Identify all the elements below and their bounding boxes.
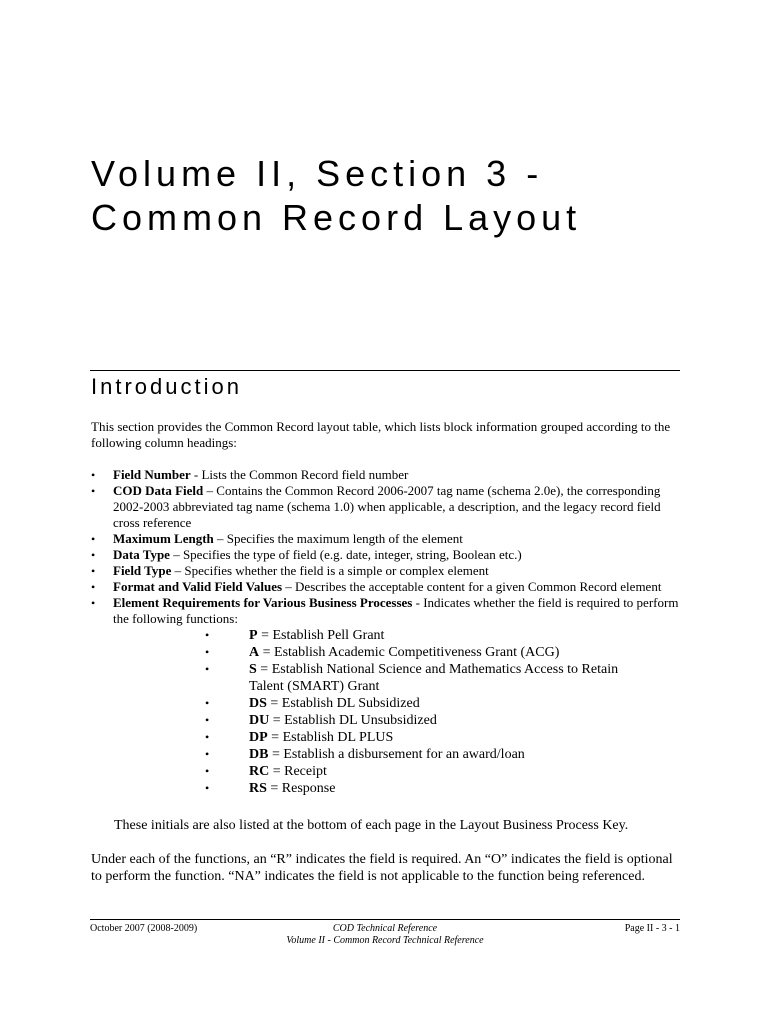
section-heading: Introduction bbox=[91, 374, 242, 399]
page-title-line-2: Common Record Layout bbox=[91, 197, 582, 238]
list-item-term: Maximum Length bbox=[113, 531, 214, 546]
function-code: DP bbox=[249, 730, 268, 745]
function-description: = Receipt bbox=[269, 764, 327, 779]
function-item bbox=[205, 780, 655, 797]
list-item-separator: – bbox=[171, 563, 185, 578]
function-description: = Establish a disbursement for an award/loan bbox=[268, 747, 525, 762]
list-item-separator: – bbox=[203, 483, 217, 498]
list-item bbox=[91, 531, 681, 547]
initials-note: These initials are also listed at the bottom of each page in the Layout Business Process Key. bbox=[114, 818, 629, 833]
footer-date: October 2007 (2008-2009) bbox=[90, 923, 198, 934]
function-item bbox=[205, 729, 655, 746]
page-footer bbox=[90, 923, 680, 947]
heading-divider bbox=[90, 370, 680, 371]
function-description: = Response bbox=[266, 781, 336, 796]
list-item-term: COD Data Field bbox=[113, 483, 204, 498]
list-item-description: Specifies the maximum length of the element bbox=[226, 531, 463, 546]
function-item bbox=[205, 695, 655, 712]
list-item bbox=[91, 595, 681, 627]
list-item-separator: – bbox=[282, 579, 296, 594]
list-item bbox=[91, 547, 681, 563]
function-description: = Establish DL Unsubsidized bbox=[269, 713, 437, 728]
list-item bbox=[91, 563, 681, 579]
list-item-description: Describes the acceptable content for a given Common Record element bbox=[295, 579, 662, 594]
list-item-separator: - bbox=[412, 595, 424, 610]
requirement-paragraph: Under each of the functions, an “R” indicates the field is required. An “O” indicates the field is optional to perform the function. “NA” indicates the field is not applicable to the function being referenced. bbox=[91, 852, 673, 884]
function-description: = Establish Pell Grant bbox=[257, 628, 385, 643]
functions-container bbox=[91, 627, 681, 797]
list-item-separator: – bbox=[213, 531, 227, 546]
list-item-description: Lists the Common Record field number bbox=[201, 467, 409, 482]
list-item-description: Specifies whether the field is a simple or complex element bbox=[184, 563, 489, 578]
function-code: RC bbox=[249, 764, 270, 779]
list-item-term: Field Type bbox=[113, 563, 172, 578]
list-item-term: Element Requirements for Various Business Processes bbox=[113, 595, 413, 610]
list-item-term: Format and Valid Field Values bbox=[113, 579, 283, 594]
function-item bbox=[205, 661, 655, 695]
function-item bbox=[205, 712, 655, 729]
function-item bbox=[205, 763, 655, 780]
list-item-term: Field Number bbox=[113, 467, 191, 482]
footer-title-line-2: Volume II - Common Record Technical Reference bbox=[286, 935, 484, 946]
list-item-description: Indicates whether the field is required to perform the following functions: bbox=[113, 595, 679, 626]
footer-page-number: Page II - 3 - 1 bbox=[624, 923, 680, 934]
footer-title-line-1: COD Technical Reference bbox=[332, 923, 438, 934]
list-item bbox=[91, 579, 681, 595]
page-title bbox=[91, 152, 711, 240]
function-description: = Establish DL Subsidized bbox=[266, 696, 420, 711]
function-item bbox=[205, 644, 655, 661]
list-item-separator: – bbox=[169, 547, 183, 562]
function-code: DS bbox=[249, 696, 267, 711]
function-description: = Establish DL PLUS bbox=[267, 730, 394, 745]
function-item bbox=[205, 627, 655, 644]
function-code: S bbox=[249, 662, 257, 677]
function-description: = Establish Academic Competitiveness Grant (ACG) bbox=[259, 645, 560, 660]
function-code: DB bbox=[249, 747, 269, 762]
footer-divider bbox=[90, 919, 680, 920]
list-item bbox=[91, 483, 681, 531]
function-description: = Establish National Science and Mathematics Access to Retain Talent (SMART) Grant bbox=[249, 662, 619, 694]
function-code: A bbox=[249, 645, 260, 660]
column-headings-list bbox=[91, 467, 681, 797]
function-item bbox=[205, 746, 655, 763]
list-item-description: Specifies the type of field (e.g. date, integer, string, Boolean etc.) bbox=[182, 547, 522, 562]
business-process-functions-list bbox=[205, 627, 655, 797]
list-item bbox=[91, 467, 681, 483]
intro-paragraph: This section provides the Common Record layout table, which lists block information grouped according to the following column headings: bbox=[91, 419, 671, 450]
list-item-description: Contains the Common Record 2006-2007 tag name (schema 2.0e), the corresponding 2002-2003 abbreviated tag name (schema 1.0) when applicable, a description, and the legacy record field cross reference bbox=[113, 483, 661, 530]
list-item-separator: - bbox=[190, 467, 202, 482]
function-code: RS bbox=[249, 781, 267, 796]
function-code: DU bbox=[249, 713, 270, 728]
function-code: P bbox=[249, 628, 258, 643]
list-item-term: Data Type bbox=[113, 547, 170, 562]
page-title-line-1: Volume II, Section 3 - bbox=[91, 153, 544, 194]
